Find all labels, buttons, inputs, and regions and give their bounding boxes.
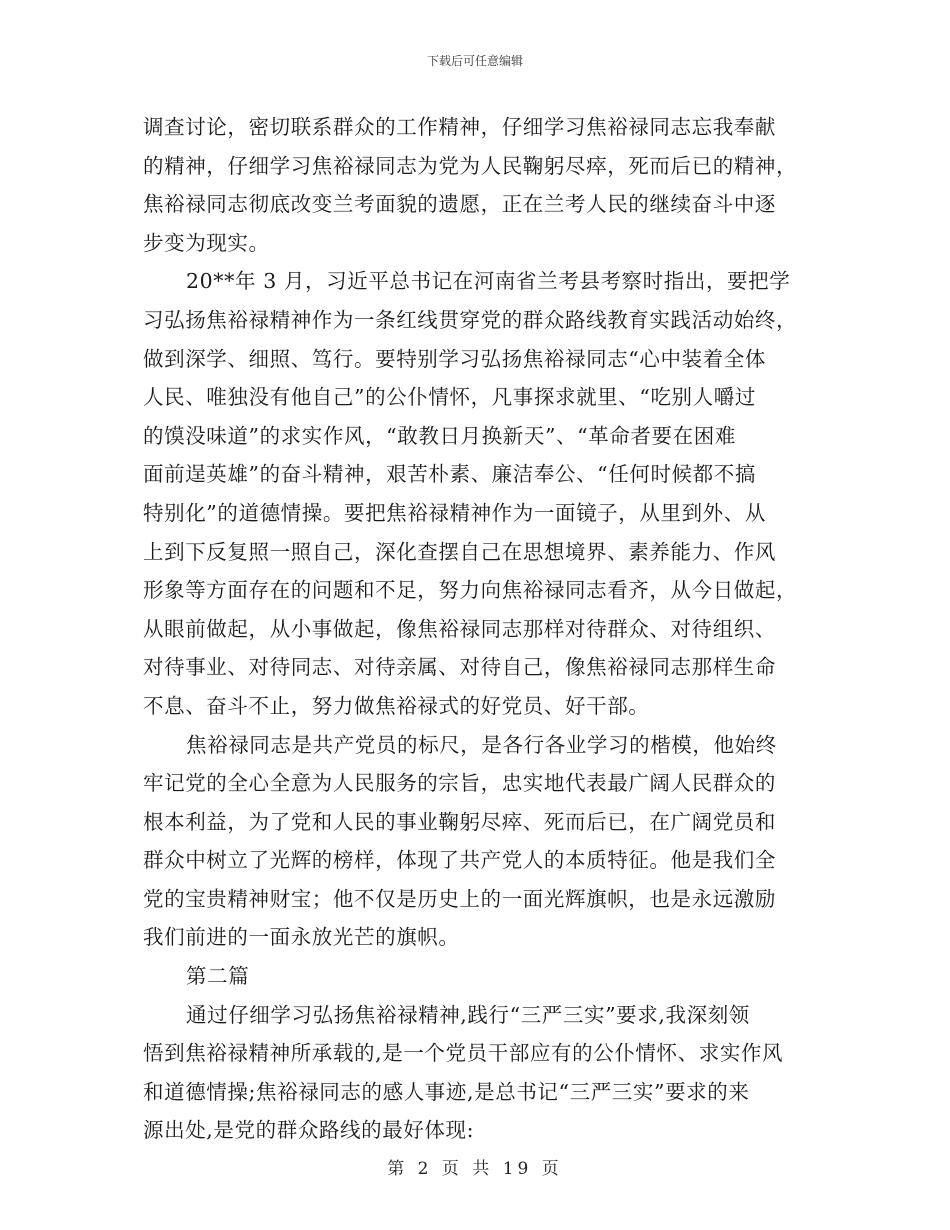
- text-line: 的馍没味道”的求实作风，“敢教日月换新天”、“革命者要在困难: [143, 423, 736, 448]
- text-line: 焦裕禄同志彻底改变兰考面貌的遗愿，正在兰考人民的继续奋斗中逐: [143, 192, 776, 217]
- text-line: 焦裕禄同志是共产党员的标尺，是各行各业学习的楷模，他始终: [186, 732, 777, 757]
- document-body: [143, 108, 807, 1150]
- text-line: 特别化”的道德情操。要把焦裕禄精神作为一面镜子，从里到外、从: [143, 500, 766, 525]
- text-line: 从眼前做起，从小事做起，像焦裕禄同志那样对待群众、对待组织、: [143, 616, 776, 641]
- text-line: 通过仔细学习弘扬焦裕禄精神,践行“三严三实”要求,我深刻领: [186, 1002, 750, 1027]
- text-line: 和道德情操;焦裕禄同志的感人事迹,是总书记“三严三实”要求的来: [143, 1079, 750, 1104]
- text-line: 对待事业、对待同志、对待亲属、对待自己，像焦裕禄同志那样生命: [143, 655, 776, 680]
- text-line: 形象等方面存在的问题和不足，努力向焦裕禄同志看齐，从今日做起，: [143, 578, 798, 603]
- text-line: 根本利益，为了党和人民的事业鞠躬尽瘁、死而后已，在广阔党员和: [143, 809, 776, 834]
- paragraph-4: [143, 996, 807, 1150]
- text-line: 调查讨论，密切联系群众的工作精神，仔细学习焦裕禄同志忘我奉献: [143, 115, 776, 139]
- text-line: 步变为现实。: [143, 230, 270, 255]
- paragraph-3: [143, 726, 807, 958]
- page-header: 下载后可任意编辑: [426, 54, 523, 68]
- text-line: 群众中树立了光辉的榜样，体现了共产党人的本质特征。他是我们全: [143, 848, 776, 873]
- paragraph-1: [143, 108, 807, 262]
- text-line: 党的宝贵精神财宝；他不仅是历史上的一面光辉旗帜，也是永远激励: [143, 886, 776, 911]
- text-line: 习弘扬焦裕禄精神作为一条红线贯穿党的群众路线教育实践活动始终，: [143, 307, 798, 332]
- text-line: 源出处,是党的群众路线的最好体现:: [143, 1118, 475, 1143]
- text-line: 20**年 3 月，习近平总书记在河南省兰考县考察时指出，要把学: [186, 269, 791, 294]
- text-line: 不息、奋斗不止，努力做焦裕禄式的好党员、好干部。: [143, 693, 650, 718]
- text-line: 牢记党的全心全意为人民服务的宗旨，忠实地代表最广阔人民群众的: [143, 771, 776, 796]
- text-line: 面前逞英雄”的奋斗精神，艰苦朴素、廉洁奉公、“任何时候都不搞: [143, 462, 756, 487]
- text-line: 的精神，仔细学习焦裕禄同志为党为人民鞠躬尽瘁，死而后已的精神，: [143, 153, 798, 178]
- text-line: 上到下反复照一照自己，深化查摆自己在思想境界、素养能力、作风: [143, 539, 776, 564]
- text-line: 悟到焦裕禄精神所承载的,是一个党员干部应有的公仆情怀、求实作风: [143, 1041, 784, 1066]
- text-line: 做到深学、细照、笃行。要特别学习弘扬焦裕禄同志“心中装着全体: [143, 346, 766, 371]
- paragraph-2: [143, 262, 807, 725]
- page-footer: 第 2 页 共 19 页: [387, 1159, 563, 1179]
- section-title: 第二篇: [186, 964, 250, 989]
- text-line: 我们前进的一面永放光芒的旗帜。: [143, 925, 460, 950]
- text-line: 人民、唯独没有他自己”的公仆情怀，凡事探求就里、“吃别人嚼过: [143, 385, 756, 410]
